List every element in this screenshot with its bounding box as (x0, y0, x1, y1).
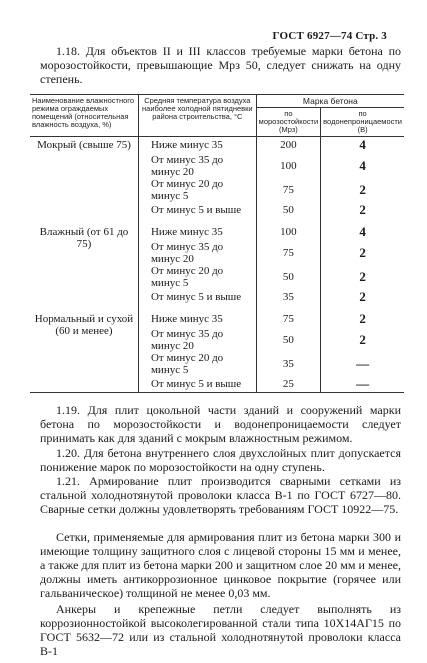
frost-grade-cell: 100 (256, 218, 321, 241)
regime-cell: Нормальный и сухой (60 и менее) (34, 313, 134, 337)
paragraph-1-19: 1.19. Для плит цокольной части зданий и сооружений марки бетона по морозостойкости и водонепроницаемости следует принимать как для зданий с мокрым влажностным режимом. (40, 403, 401, 445)
paragraph-setki: Сетки, применяемые для армирования плит из бетона марки 300 и имеющие толщину защитного слоя с лицевой стороны 15 мм и менее, а также для плит из бетона марки 200 и защитном слое 20 мм и менее, должны иметь антикоррозионное цинковое покрытие (горячее или гальваническое) толщиной не менее 0,03 мм. (40, 530, 401, 600)
temperature-cell: От минус 5 и выше (138, 289, 256, 306)
temperature-cell: Ниже минус 35 (138, 137, 256, 154)
water-grade-cell: 4 (321, 137, 404, 154)
table-row (30, 305, 404, 328)
col-header-regime: Наименование влажностного режима ограждаемых помещений (относительная влажность воздуха, %) (30, 95, 138, 137)
water-grade-cell: — (321, 376, 404, 393)
frost-grade-cell: 35 (256, 289, 321, 306)
frost-grade-cell: 200 (256, 137, 321, 154)
frost-grade-cell: 75 (256, 178, 321, 202)
temperature-cell: От минус 35 до минус 20 (138, 241, 256, 265)
water-grade-cell: 4 (321, 218, 404, 241)
frost-grade-cell: 100 (256, 154, 321, 178)
col-header-temperature: Средняя температура воздуха наиболее холодной пятидневки района строительства, °С (138, 95, 256, 137)
paragraph-ankery: Анкеры и крепежные петли следует выполнять из коррозионностойкой высоколегированной стали типа 10Х14АГ15 по ГОСТ 5632—72 или из стальной холоднотянутой проволоки класса В-1 (40, 602, 401, 658)
paragraph-1-18: 1.18. Для объектов II и III классов требуемые марки бетона по морозостойкости, превышающие Мрз 50, следует снижать на одну степень. (40, 44, 401, 86)
temperature-cell: От минус 20 до минус 5 (138, 178, 256, 202)
table-row (30, 137, 404, 154)
col-header-water: по водонепроницаемости (В) (321, 108, 404, 137)
water-grade-cell: 2 (321, 289, 404, 306)
temperature-cell: Ниже минус 35 (138, 218, 256, 241)
temperature-cell: От минус 20 до минус 5 (138, 265, 256, 289)
col-header-frost: по морозостойкости (Мрз) (256, 108, 321, 137)
paragraph-1-21: 1.21. Армирование плит производится сварными сетками из стальной холоднотянутой проволоки класса В-1 по ГОСТ 6727—80. Сварные сетки должны удовлетворять требованиям ГОСТ 10922—75. (40, 474, 401, 516)
water-grade-cell: — (321, 352, 404, 376)
water-grade-cell: 2 (321, 178, 404, 202)
water-grade-cell: 2 (321, 241, 404, 265)
water-grade-cell: 4 (321, 154, 404, 178)
temperature-cell: От минус 5 и выше (138, 376, 256, 393)
frost-grade-cell: 50 (256, 265, 321, 289)
water-grade-cell: 2 (321, 265, 404, 289)
frost-grade-cell: 50 (256, 202, 321, 219)
paragraph-1-20: 1.20. Для бетона внутреннего слоя двухслойных плит допускается понижение марок по морозостойкости на одну ступень. (40, 446, 401, 474)
temperature-cell: От минус 5 и выше (138, 202, 256, 219)
frost-grade-cell: 75 (256, 305, 321, 328)
water-grade-cell: 2 (321, 202, 404, 219)
page-header: ГОСТ 6927—74 Стр. 3 (272, 30, 387, 42)
col-header-concrete-grade: Марка бетона (256, 95, 404, 108)
regime-cell: Влажный (от 61 до 75) (39, 226, 129, 250)
concrete-grade-table (30, 94, 404, 393)
temperature-cell: Ниже минус 35 (138, 305, 256, 328)
water-grade-cell: 2 (321, 328, 404, 352)
frost-grade-cell: 25 (256, 376, 321, 393)
water-grade-cell: 2 (321, 305, 404, 328)
frost-grade-cell: 50 (256, 328, 321, 352)
temperature-cell: От минус 35 до минус 20 (138, 328, 256, 352)
table-row (30, 218, 404, 241)
frost-grade-cell: 35 (256, 352, 321, 376)
temperature-cell: От минус 35 до минус 20 (138, 154, 256, 178)
temperature-cell: От минус 20 до минус 5 (138, 352, 256, 376)
regime-cell: Мокрый (свыше 75) (37, 139, 131, 151)
frost-grade-cell: 75 (256, 241, 321, 265)
